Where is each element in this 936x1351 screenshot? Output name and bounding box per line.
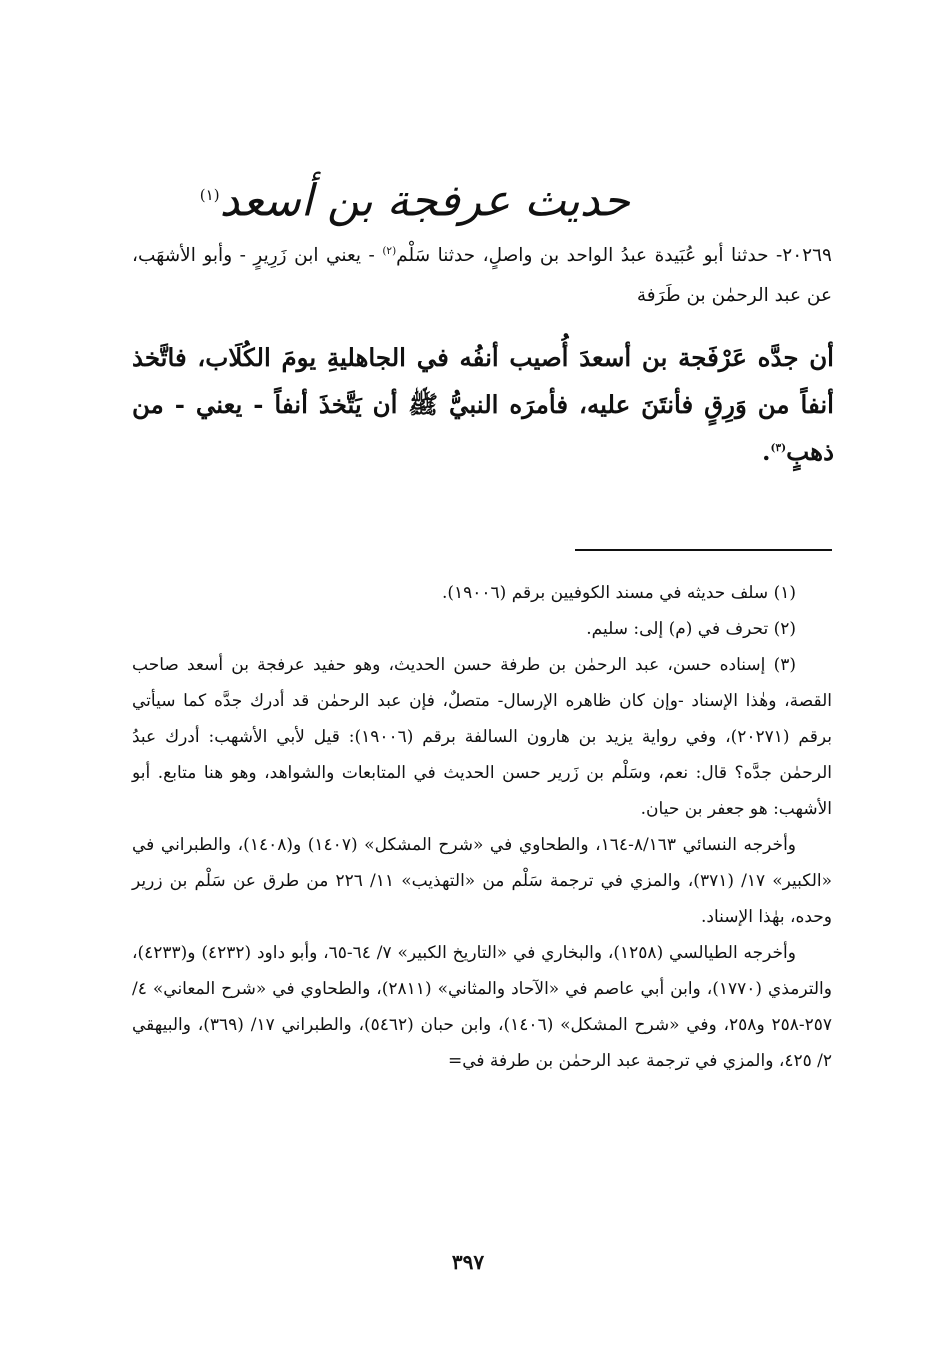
heading-footnote-ref: (١) — [199, 186, 220, 204]
hadith-number: ٢٠٢٦٩- — [776, 245, 832, 266]
hadith-matn: أن جدَّه عَرْفَجة بن أسعدَ أُصيب أنفُه في الجاهليةِ يومَ الكُلَاب، فاتَّخذ أنفاً من وَرِقٍ فأنتَنَ عليه، فأمرَه النبيُّ ﷺ أن يَتَّخذَ أنفاً - يعني - من ذهبٍ — [132, 343, 834, 466]
footnotes — [132, 575, 832, 1079]
footnote-1: (١) سلف حديثه في مسند الكوفيين برقم (١٩٠٠٦). — [441, 583, 796, 603]
isnad-text-1: حدثنا أبو عُبَيدة عبدُ الواحد بن واصلٍ، حدثنا سَلْم — [396, 245, 769, 266]
hadith-footnote-ref: (٣) — [770, 441, 787, 454]
hadith-end: . — [762, 437, 771, 466]
section-heading — [199, 160, 630, 230]
hadith-text — [132, 334, 834, 475]
page-number: ٣٩٧ — [451, 1250, 485, 1274]
footnote-2: (٢) تحرف في (م) إلى: سليم. — [586, 619, 796, 639]
isnad-footnote-ref: (٢) — [382, 244, 397, 257]
footnote-3-takhrij-2: وأخرجه الطيالسي (١٢٥٨)، والبخاري في «التاريخ الكبير» ٧/ ٦٤-٦٥، وأبو داود (٤٢٣٢) و(٤٢٣٣)، والترمذي (١٧٧٠)، وابن أبي عاصم في «الآحاد والمثاني» (٢٨١١)، والطحاوي في «شرح المعاني» ٤/ ٢٥٧-٢٥٨ و٢٥٨، وفي «شرح المشكل» (١٤٠٦)، وابن حبان (٥٤٦٢)، والطبراني ١٧/ (٣٦٩)، والبيهقي ٢/ ٤٢٥، والمزي في ترجمة عبد الرحمٰن بن طرفة في= — [132, 943, 833, 1071]
isnad-paragraph — [132, 236, 832, 316]
footnote-separator — [575, 549, 832, 551]
isnad-text-2: - يعني ابن زَرِيرٍ - وأبو الأشهَب، عن عبد الرحمٰن بن طَرَفة — [132, 245, 832, 306]
footnote-3: (٣) إسناده حسن، عبد الرحمٰن بن طرفة حسن الحديث، وهو حفيد عرفجة بن أسعد صاحب القصة، وهٰذا الإسناد -وإن كان ظاهره الإرسال- متصلٌ، فإن عبد الرحمٰن قد أدرك جدَّه كما سيأتي برقم (٢٠٢٧١)، وفي رواية يزيد بن هارون السالفة برقم (١٩٠٠٦): قيل لأبي الأشهب: أدرك عبدُ الرحمٰن جدَّه؟ قال: نعم، وسَلْم بن زَرير حسن الحديث في المتابعات والشواهد، وهو هنا متابع. أبو الأشهب: هو جعفر بن حيان. — [132, 655, 832, 819]
footnote-3-takhrij-1: وأخرجه النسائي ٨/١٦٣-١٦٤، والطحاوي في «شرح المشكل» (١٤٠٧) و(١٤٠٨)، والطبراني في «الكبير» ١٧/ (٣٧١)، والمزي في ترجمة سَلْم من «التهذيب» ١١/ ٢٢٦ من طرق عن سَلْم بن زرير وحده، بهٰذا الإسناد. — [132, 835, 833, 927]
heading-title: حديث عرفجة بن أسعد — [219, 175, 630, 227]
